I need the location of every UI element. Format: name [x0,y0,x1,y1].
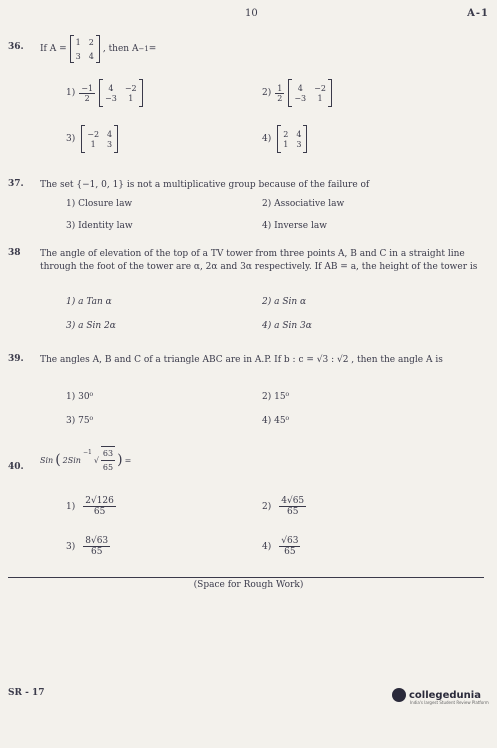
fraction: $\frac{2√126}{65}$ [85,496,114,517]
fraction: $\frac{4√65}{65}$ [281,496,305,517]
series-code: SR - 17 [8,688,45,698]
matrix-cell: 2 [283,129,289,139]
matrix-cell: −3 [294,93,307,103]
q39-text: The angles A, B and C of a triangle ABC are in A.P. If b : c = √3 : √2 , then the angle A is [40,355,443,365]
q38-option-2[interactable]: 2) a Sin α [262,297,307,307]
logo-tagline: India's largest Student Review Platform [410,700,489,705]
fraction: $\frac{8√63}{65}$ [85,536,109,557]
q40-option-3[interactable] [66,536,110,557]
option-matrix [288,80,332,106]
fraction: $\frac{1}{2}$ [277,83,283,103]
matrix-cell: 1 [90,139,96,149]
q36-option-2[interactable] [262,80,332,106]
rough-work-label: (Space for Rough Work) [193,580,304,590]
q37-number: 37. [8,179,24,189]
q40-number: 40. [8,462,24,472]
q40-eq: = [124,455,132,465]
q36-sup: −1 [138,44,149,53]
q36-option-3[interactable] [66,126,118,152]
q39-option-4[interactable]: 4) 45⁰ [262,416,290,426]
option-label: 4) [262,541,272,552]
matrix-a [70,36,100,62]
q36-stem [40,36,156,62]
q36-eq: = [148,43,157,54]
section-divider [8,577,484,578]
matrix-cell: −2 [314,83,326,93]
q37-text: The set {−1, 0, 1} is not a multiplicative group because of the failure of [40,180,370,190]
matrix-cell: 4 [108,83,114,93]
option-label: 4) [262,134,272,144]
q40-option-2[interactable] [262,496,306,517]
q36-stem-suffix: , then A [102,43,139,54]
matrix-cell: −2 [124,83,137,93]
q40-sup: −1 [82,449,92,456]
page-number: 10 [245,8,258,19]
matrix-cell: 1 [317,93,323,103]
matrix-cell: −2 [87,129,100,139]
collegedunia-logo [392,688,489,705]
q36-option-1[interactable] [66,80,143,106]
q37-option-2[interactable]: 2) Associative law [262,199,345,209]
option-label: 2) [262,501,272,512]
matrix-cell: 4 [297,83,303,93]
matrix-cell: 4 [88,51,94,61]
matrix-cell: 3 [296,139,302,149]
matrix-cell: 3 [107,139,113,149]
matrix-cell: 1 [128,93,134,103]
q37-option-1[interactable]: 1) Closure law [66,199,133,209]
q40-option-4[interactable] [262,536,300,557]
option-label: 1) [66,88,76,98]
matrix-cell: 1 [75,37,81,47]
q37-option-3[interactable]: 3) Identity law [66,221,133,231]
q40-stem: Sin ( 2Sin $^{-1}$ √ $\frac{63}{65}$ ) = [40,446,131,474]
option-label: 3) [66,541,76,552]
matrix-cell: −3 [105,93,117,103]
q37-option-4[interactable]: 4) Inverse law [262,221,327,231]
matrix-cell: 2 [88,37,94,47]
q39-option-2[interactable]: 2) 15⁰ [262,392,290,402]
q38-option-1[interactable]: 1) a Tan α [66,297,112,307]
q40-option-1[interactable] [66,496,116,517]
fraction: $\frac{-1}{2}$ [81,83,94,103]
q40-inner: 2Sin [62,455,81,465]
q36-stem-prefix: If A = [40,43,67,54]
fraction: $\frac{√63}{65}$ [281,536,299,557]
q39-option-1[interactable]: 1) 30⁰ [66,392,94,402]
q39-option-3[interactable]: 3) 75⁰ [66,416,94,426]
option-label: 2) [262,88,272,98]
logo-icon [392,688,406,702]
matrix-cell: 1 [283,139,289,149]
q36-option-4[interactable] [262,126,307,152]
matrix-cell: 4 [107,129,113,139]
option-label: 3) [66,134,76,144]
option-label: 1) [66,501,76,512]
matrix-cell: 4 [296,129,302,139]
q40-sin: Sin [40,455,54,465]
option-matrix [99,80,143,106]
logo-text: collegedunia [409,689,481,701]
matrix-cell: 3 [75,51,81,61]
q39-number: 39. [8,354,24,364]
option-matrix [81,126,118,152]
option-matrix [277,126,307,152]
q38-number: 38 [8,248,21,258]
q36-number: 36. [8,42,24,52]
q38-text: The angle of elevation of the top of a TV tower from three points A, B and C in a straight line through the foot of the tower are α, 2α and 3α respectively. If AB = a, the height of the tower is [40,249,478,272]
q38-option-4[interactable]: 4) a Sin 3α [262,321,312,331]
paper-code: A-1 [467,8,489,19]
q38-option-3[interactable]: 3) a Sin 2α [66,321,116,331]
q40-stem-fraction: $\frac{63}{65}$ [101,446,115,474]
